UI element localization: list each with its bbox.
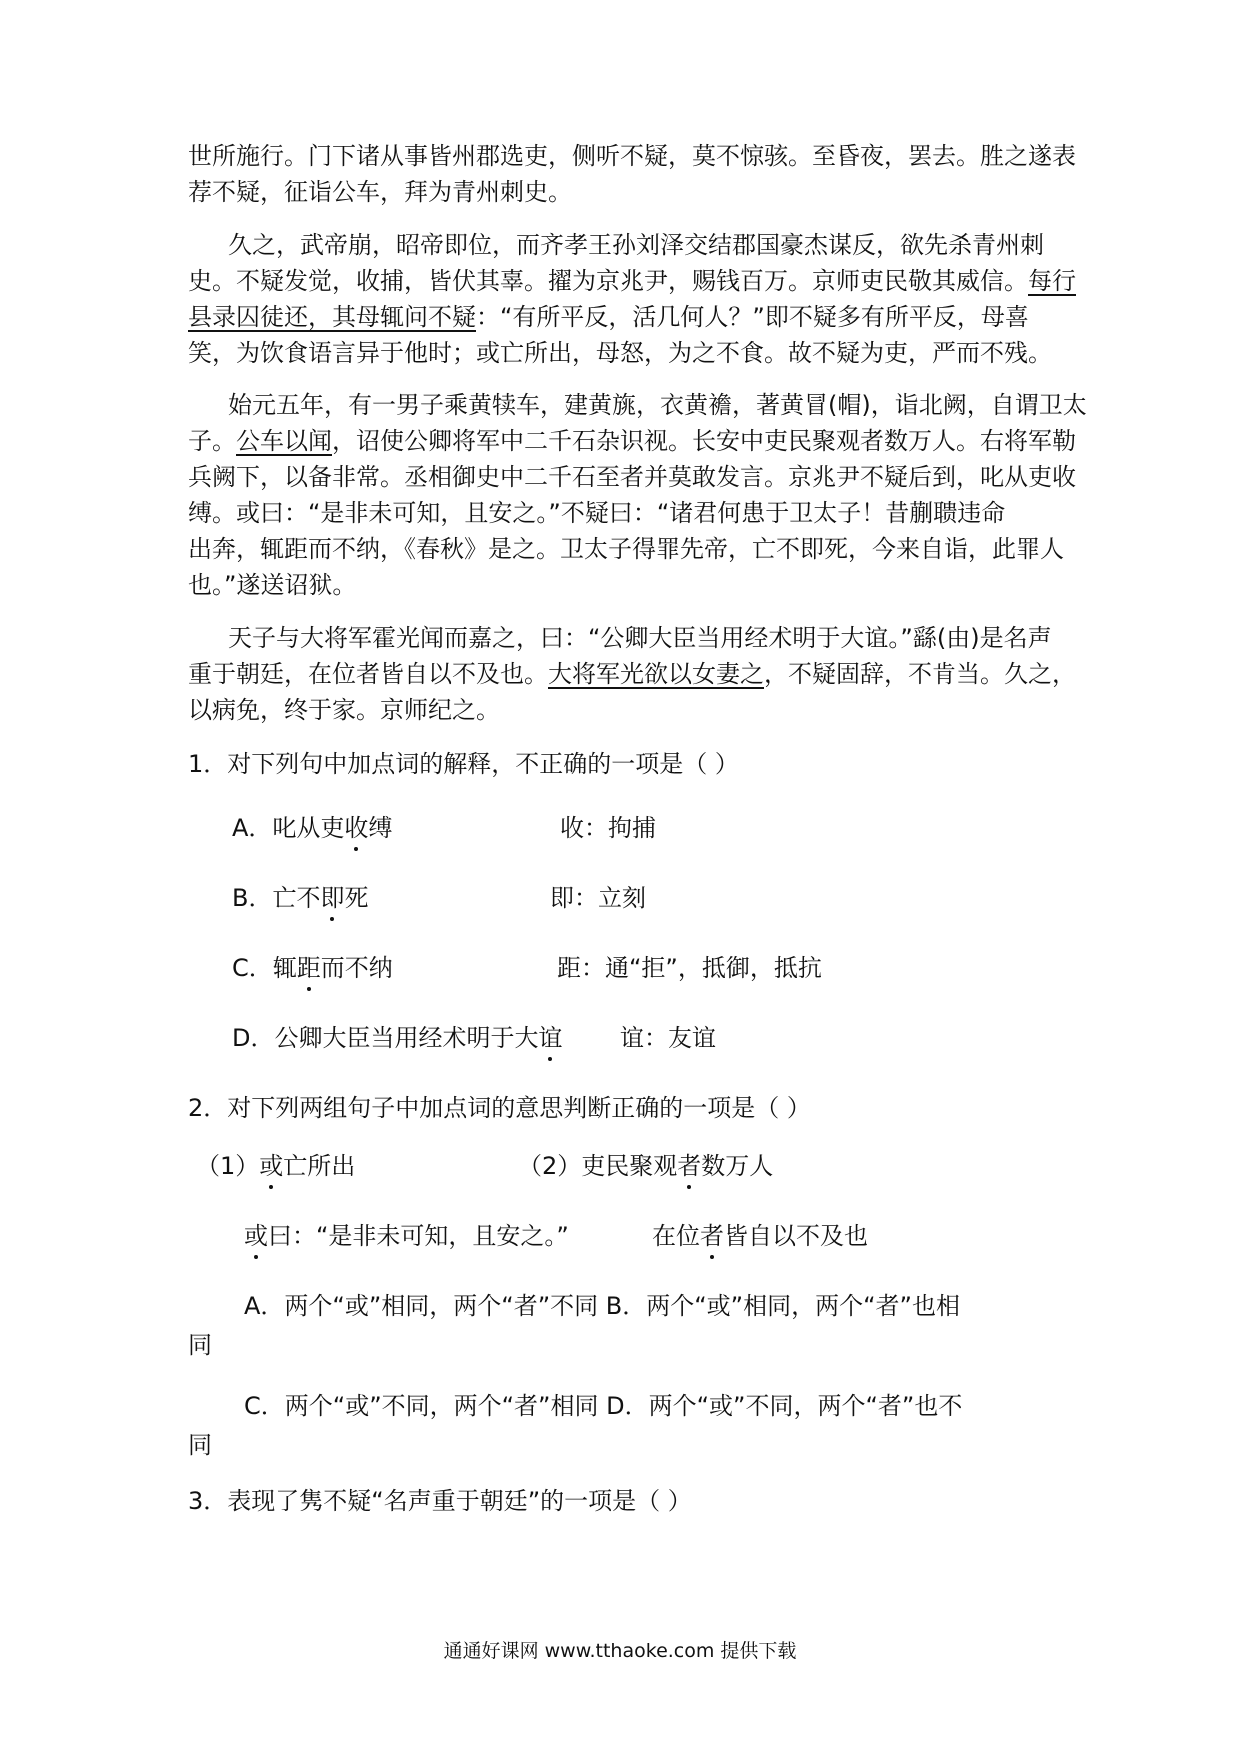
dotted-word: 者 <box>700 1222 724 1250</box>
option-text: （1） <box>196 1152 260 1180</box>
dotted-word: 或 <box>244 1222 268 1250</box>
dotted-word: 收 <box>344 814 369 842</box>
q2-group-2b <box>652 1222 868 1250</box>
q1-option-c <box>232 954 393 982</box>
q2-group-1a <box>196 1152 355 1180</box>
q2-group-1b <box>518 1152 773 1180</box>
passage-line <box>188 660 1076 688</box>
passage-line: 笑，为饮食语言异于他时；或亡所出，母怒，为之不食。故不疑为吏，严而不残。 <box>188 339 1052 367</box>
passage-text: ，不疑固辞，不肯当。久之， <box>764 660 1076 688</box>
question-3-stem: 3．表现了隽不疑“名声重于朝廷”的一项是（ ） <box>188 1487 692 1515</box>
passage-line: 荐不疑，征诣公车，拜为青州刺史。 <box>188 178 572 206</box>
passage-line: 世所施行。门下诸从事皆州郡选吏，侧听不疑，莫不惊骇。至昏夜，罢去。胜之遂表 <box>188 142 1076 170</box>
dotted-word: 距 <box>296 954 321 982</box>
option-text: 亡所出 <box>283 1152 356 1180</box>
option-text: D．公卿大臣当用经术明于大 <box>232 1024 539 1052</box>
dotted-word: 即 <box>320 884 345 912</box>
passage-text: ，诏使公卿将军中二千石杂识视。长安中吏民聚观者数万人。右将军勒 <box>332 427 1076 455</box>
q1-option-a-explanation: 收：拘捕 <box>560 814 656 842</box>
passage-line: 兵阙下，以备非常。丞相御史中二千石至者并莫敢发言。京兆尹不疑后到，叱从吏收 <box>188 463 1076 491</box>
option-text: 在位 <box>652 1222 700 1250</box>
option-text: 死 <box>344 884 369 912</box>
passage-line: 始元五年，有一男子乘黄犊车，建黄旐，衣黄襜，著黄冒(帽)，诣北阙，自谓卫太 <box>228 391 1087 419</box>
passage-line: 缚。或曰：“是非未可知，且安之。”不疑曰：“诸君何患于卫太子！昔蒯聩违命 <box>188 499 1006 527</box>
question-2-stem: 2．对下列两组句子中加点词的意思判断正确的一项是（ ） <box>188 1094 811 1122</box>
passage-line: 以病免，终于家。京师纪之。 <box>188 696 500 724</box>
q2-options-ab: A．两个“或”相同，两个“者”不同 B．两个“或”相同，两个“者”也相 <box>244 1292 960 1320</box>
option-text: 数万人 <box>701 1152 774 1180</box>
dotted-word: 谊 <box>538 1024 563 1052</box>
dotted-word: 者 <box>677 1152 702 1180</box>
option-text: 曰：“是非未可知，且安之。” <box>268 1222 569 1250</box>
underlined-sentence: 大将军光欲以女妻之 <box>548 660 764 688</box>
q1-option-c-explanation: 距：通“拒”，抵御，抵抗 <box>557 954 822 982</box>
passage-line: 天子与大将军霍光闻而嘉之，曰：“公卿大臣当用经术明于大谊。”繇(由)是名声 <box>228 624 1052 652</box>
option-text: A．叱从吏 <box>232 814 345 842</box>
passage-line <box>188 267 1076 295</box>
option-text: （2）吏民聚观 <box>518 1152 678 1180</box>
passage-text: 子。 <box>188 427 236 455</box>
q1-option-d-explanation: 谊：友谊 <box>620 1024 716 1052</box>
q2-options-cd: C．两个“或”不同，两个“者”相同 D．两个“或”不同，两个“者”也不 <box>244 1392 963 1420</box>
passage-line: 也。”遂送诏狱。 <box>188 571 357 599</box>
underlined-sentence: 每行 <box>1028 267 1076 295</box>
passage-line: 久之，武帝崩，昭帝即位，而齐孝王孙刘泽交结郡国豪杰谋反，欲先杀青州刺 <box>228 231 1044 259</box>
passage-text: 重于朝廷，在位者皆自以不及也。 <box>188 660 548 688</box>
passage-line <box>188 303 1029 331</box>
q1-option-a <box>232 814 392 842</box>
underlined-sentence: 公车以闻 <box>236 427 332 455</box>
option-text: C．辄 <box>232 954 297 982</box>
q2-options-ab-wrap: 同 <box>188 1331 212 1359</box>
dotted-word: 或 <box>259 1152 284 1180</box>
passage-line <box>188 427 1076 455</box>
q2-options-cd-wrap: 同 <box>188 1431 212 1459</box>
underlined-sentence: 县录囚徒还，其母辄问不疑 <box>188 303 476 331</box>
passage-line: 出奔，辄距而不纳，《春秋》是之。卫太子得罪先帝，亡不即死，今来自诣，此罪人 <box>188 535 1064 563</box>
q1-option-b <box>232 884 368 912</box>
question-1-stem: 1．对下列句中加点词的解释，不正确的一项是（ ） <box>188 750 739 778</box>
passage-text: 史。不疑发觉，收捕，皆伏其辜。擢为京兆尹，赐钱百万。京师吏民敬其威信。 <box>188 267 1028 295</box>
option-text: 缚 <box>368 814 393 842</box>
page-footer: 通通好课网 www.tthaoke.com 提供下载 <box>443 1640 797 1662</box>
option-text: B．亡不 <box>232 884 321 912</box>
q1-option-d <box>232 1024 562 1052</box>
q1-option-b-explanation: 即：立刻 <box>550 884 646 912</box>
option-text: 而不纳 <box>320 954 393 982</box>
q2-group-2a <box>244 1222 569 1250</box>
passage-text: ：“有所平反，活几何人？”即不疑多有所平反，母喜 <box>476 303 1029 331</box>
option-text: 皆自以不及也 <box>724 1222 868 1250</box>
